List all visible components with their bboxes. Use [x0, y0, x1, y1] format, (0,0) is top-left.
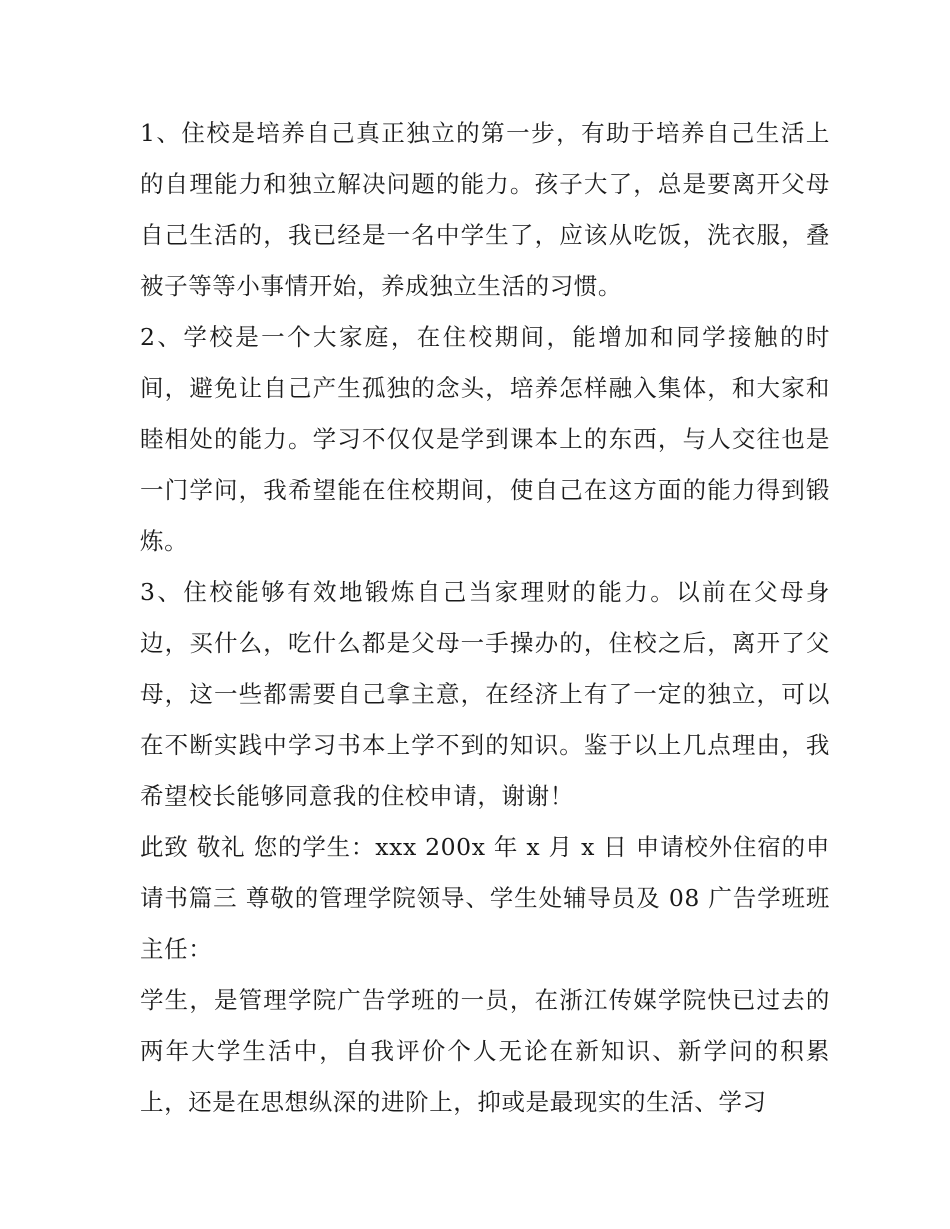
paragraph-2: 2、学校是一个大家庭，在住校期间，能增加和同学接触的时间，避免让自己产生孤独的念头，培养怎样融入集体，和大家和睦相处的能力。学习不仅仅是学到课本上的东西，与人交往也是一门学问，我希望能在住校期间，使自己在这方面的能力得到锻炼。	[140, 323, 830, 555]
paragraph-5: 学生，是管理学院广告学班的一员，在浙江传媒学院快已过去的两年大学生活中，自我评价个人无论在新知识、新学问的积累上，还是在思想纵深的进阶上，抑或是最现实的生活、学习	[140, 986, 830, 1116]
document-body	[140, 108, 830, 1128]
paragraph-1: 1、住校是培养自己真正独立的第一步，有助于培养自己生活上的自理能力和独立解决问题的能力。孩子大了，总是要离开父母自己生活的，我已经是一名中学生了，应该从吃饭，洗衣服，叠被子等等小事情开始，养成独立生活的习惯。	[140, 119, 830, 300]
paragraph-3: 3、住校能够有效地锻炼自己当家理财的能力。以前在父母身边，买什么，吃什么都是父母一手操办的，住校之后，离开了父母，这一些都需要自己拿主意，在经济上有了一定的独立，可以在不断实践中学习书本上学不到的知识。鉴于以上几点理由，我希望校长能够同意我的住校申请，谢谢！	[140, 578, 830, 810]
paragraph-4: 此致 敬礼 您的学生：xxx 200x 年 x 月 x 日 申请校外住宿的申请书篇三 尊敬的管理学院领导、学生处辅导员及 08 广告学班班主任：	[140, 833, 830, 963]
